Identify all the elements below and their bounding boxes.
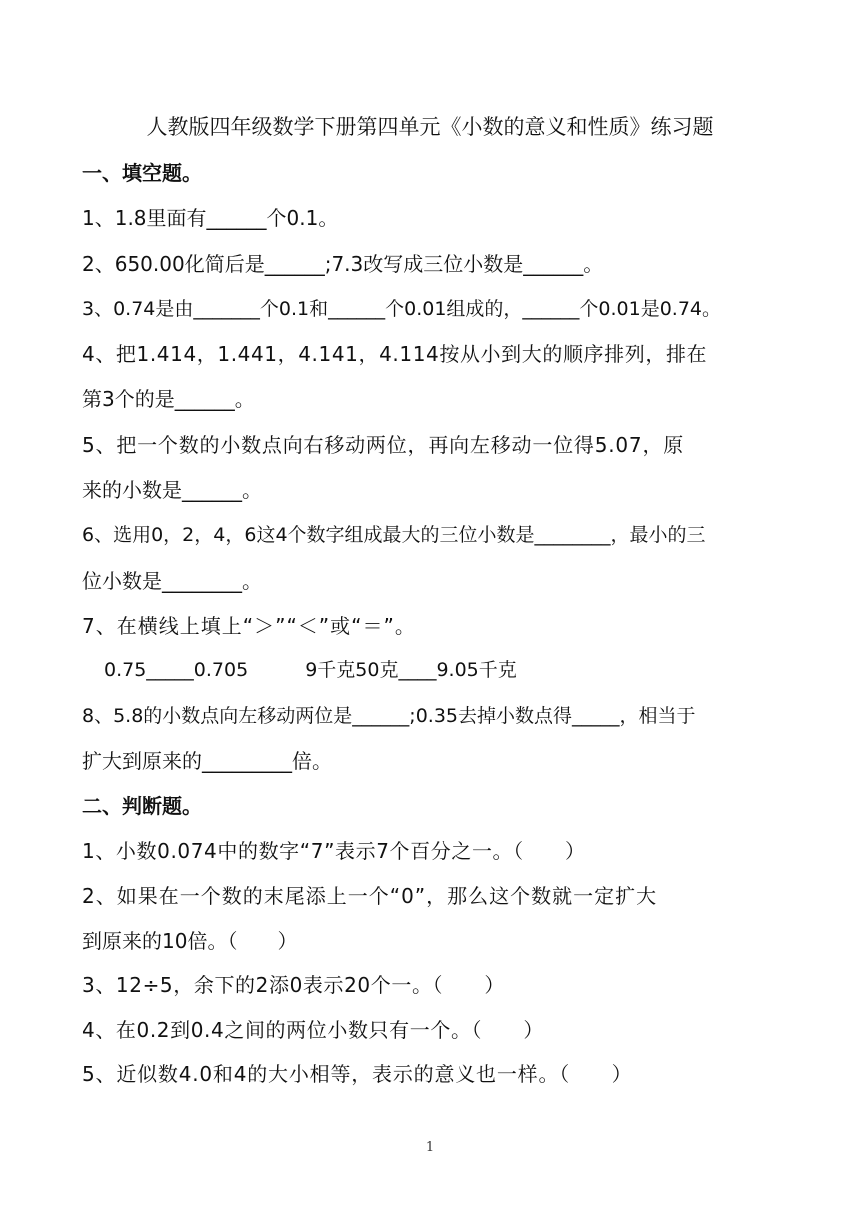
question-fill-4-line2: 第3个的是______。 (82, 387, 255, 411)
question-judge-4: 4、在0.2到0.4之间的两位小数只有一个。（ ） (82, 1018, 544, 1042)
question-fill-5-line2: 来的小数是______。 (82, 478, 262, 502)
question-fill-5-line1: 5、把一个数的小数点向右移动两位，再向左移动一位得5.07，原 (82, 433, 685, 457)
question-fill-6-line2: 位小数是________。 (82, 569, 262, 593)
section-heading-fill-in: 一、填空题。 (82, 161, 202, 185)
question-fill-2: 2、650.00化简后是______;7.3改写成三位小数是______。 (82, 252, 604, 276)
question-judge-2-line1: 2、如果在一个数的末尾添上一个“0”，那么这个数就一定扩大 (82, 884, 658, 908)
section-heading-true-false: 二、判断题。 (82, 794, 202, 818)
page-number: 1 (425, 1140, 435, 1155)
question-judge-1: 1、小数0.074中的数字“7”表示7个百分之一。（ ） (82, 839, 586, 863)
question-fill-8-line2: 扩大到原来的_________倍。 (82, 749, 332, 773)
question-fill-6-line1: 6、选用0，2，4，6这4个数字组成最大的三位小数是________，最小的三 (82, 524, 706, 546)
question-fill-8-line1: 8、5.8的小数点向左移动两位是______;0.35去掉小数点得_____，相当于 (82, 705, 696, 727)
question-judge-2-line2: 到原来的10倍。（ ） (82, 929, 298, 953)
question-fill-4-line1: 4、把1.414，1.441，4.141，4.114按从小到大的顺序排列，排在 (82, 342, 708, 366)
page-title: 人教版四年级数学下册第四单元《小数的意义和性质》练习题 (146, 115, 714, 139)
question-fill-7: 7、在横线上填上“＞”“＜”或“＝”。 (82, 614, 416, 638)
question-judge-5: 5、近似数4.0和4的大小相等，表示的意义也一样。（ ） (82, 1062, 633, 1086)
question-fill-1: 1、1.8里面有______个0.1。 (82, 206, 339, 230)
question-judge-3: 3、12÷5，余下的2添0表示20个一。（ ） (82, 973, 505, 997)
question-fill-7-items: 0.75_____0.705 9千克50克____9.05千克 (104, 659, 517, 681)
question-fill-3: 3、0.74是由_______个0.1和______个0.01组成的，______个0.01是0.74。 (82, 298, 722, 320)
